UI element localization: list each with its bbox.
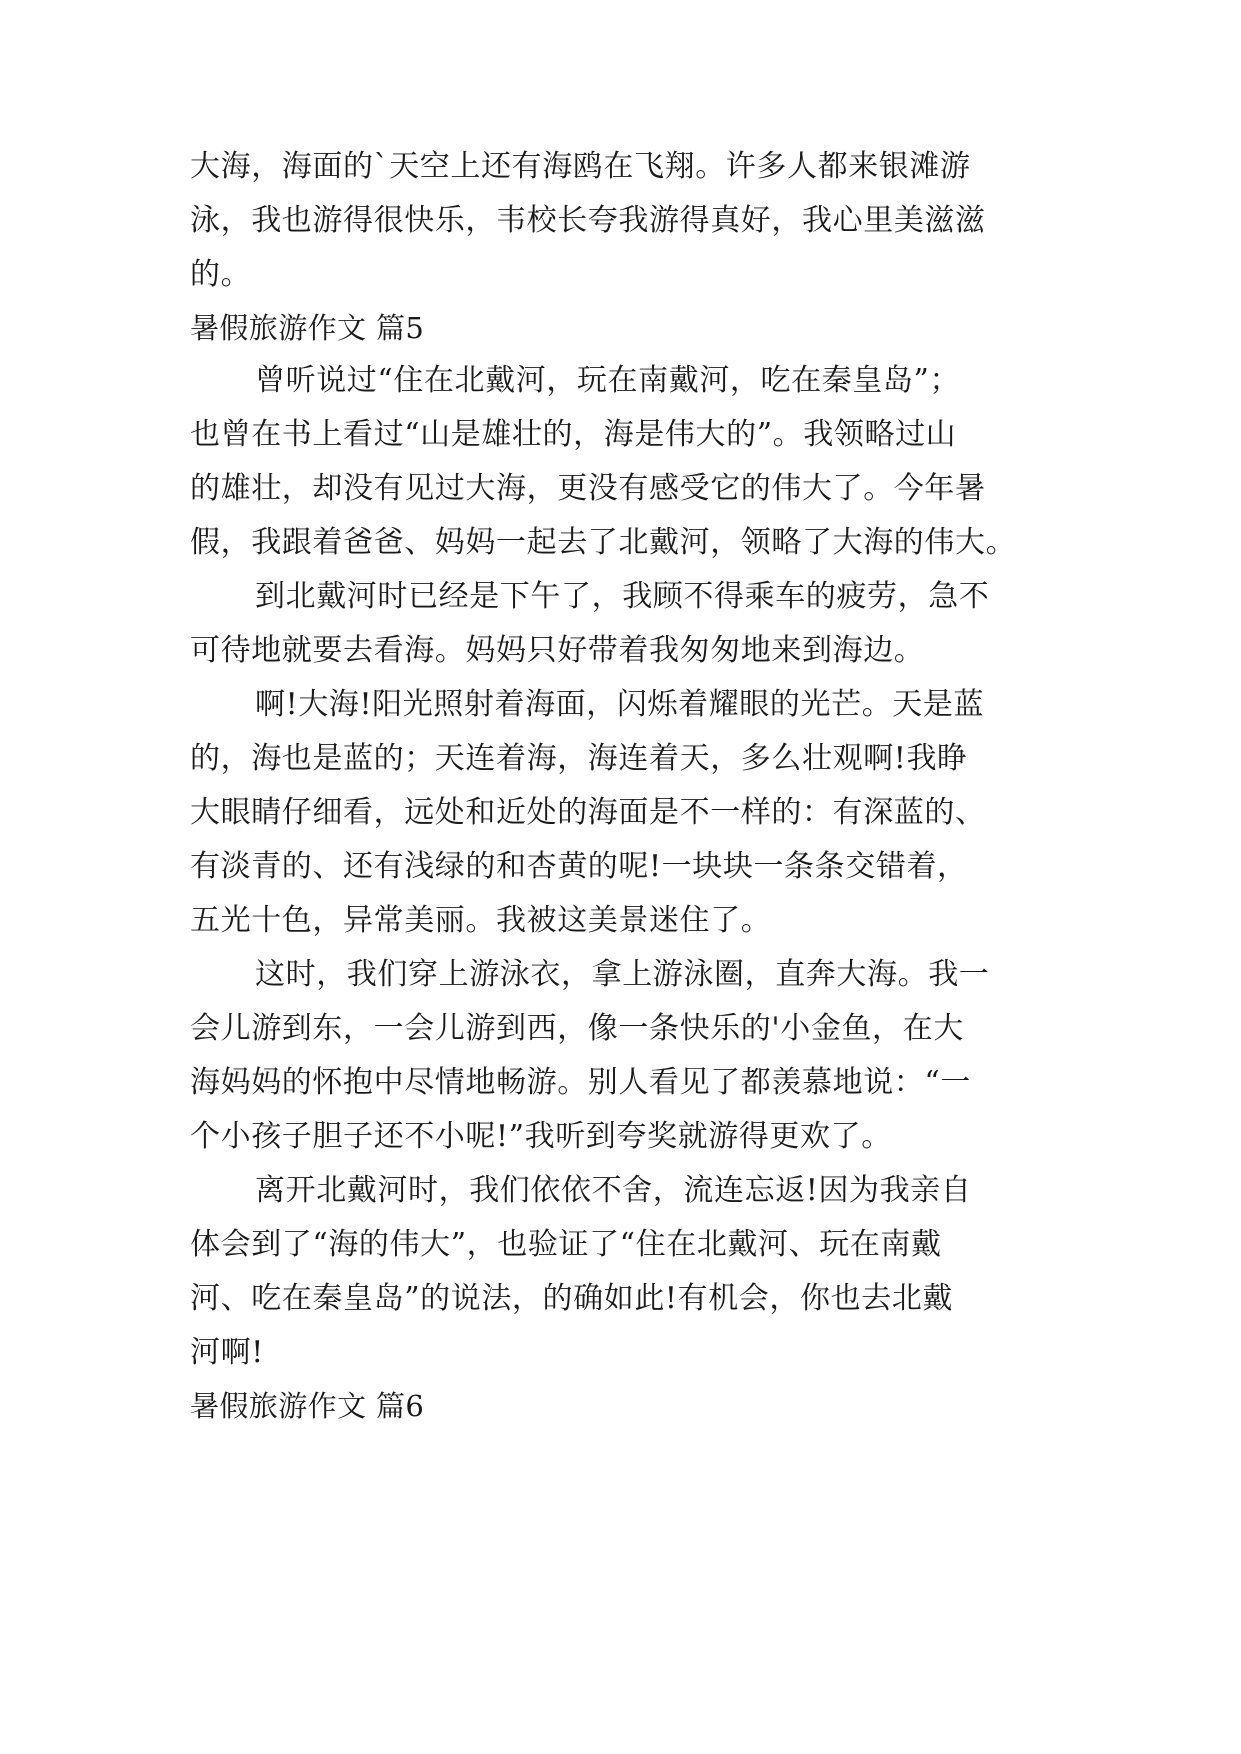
paragraph-line: 大海，海面的`天空上还有海鸥在飞翔。许多人都来银滩游: [190, 149, 971, 184]
paragraph-line: 河、吃在秦皇岛”的说法，的确如此!有机会，你也去北戴: [190, 1281, 953, 1316]
paragraph-line: 体会到了“海的伟大”，也验证了“住在北戴河、玩在南戴: [190, 1227, 942, 1262]
paragraph-line: 假，我跟着爸爸、妈妈一起去了北戴河，领略了大海的伟大。: [190, 525, 1017, 560]
paragraph-line: 五光十色，异常美丽。我被这美景迷住了。: [190, 903, 772, 938]
paragraph-line: 大眼睛仔细看，远处和近处的海面是不一样的：有深蓝的、: [190, 795, 986, 830]
paragraph-line: 这时，我们穿上游泳衣，拿上游泳圈，直奔大海。我一: [255, 957, 990, 992]
paragraph-line: 有淡青的、还有浅绿的和杏黄的呢!一块块一条条交错着，: [190, 849, 968, 884]
section-heading: 暑假旅游作文 篇6: [190, 1389, 425, 1423]
paragraph-line: 也曾在书上看过“山是雄壮的，海是伟大的”。我领略过山: [190, 417, 957, 452]
paragraph-line: 会儿游到东，一会儿游到西，像一条快乐的'小金鱼，在大: [190, 1011, 964, 1046]
paragraph-line: 曾听说过“住在北戴河，玩在南戴河，吃在秦皇岛”；: [255, 363, 961, 398]
paragraph-line: 可待地就要去看海。妈妈只好带着我匆匆地来到海边。: [190, 633, 925, 668]
paragraph-line: 到北戴河时已经是下午了，我顾不得乘车的疲劳，急不: [255, 579, 990, 614]
paragraph-line: 的雄壮，却没有见过大海，更没有感受它的伟大了。今年暑: [190, 471, 986, 506]
paragraph-line: 啊!大海!阳光照射着海面，闪烁着耀眼的光芒。天是蓝: [255, 687, 985, 722]
paragraph-line: 的。: [190, 257, 252, 292]
paragraph-line: 泳，我也游得很快乐，韦校长夸我游得真好，我心里美滋滋: [190, 203, 986, 238]
paragraph-line: 离开北戴河时，我们依依不舍，流连忘返!因为我亲自: [255, 1173, 972, 1208]
section-heading: 暑假旅游作文 篇5: [190, 311, 425, 345]
paragraph-line: 个小孩子胆子还不小呢!”我听到夸奖就游得更欢了。: [190, 1119, 892, 1154]
paragraph-line: 海妈妈的怀抱中尽情地畅游。别人看见了都羡慕地说：“一: [190, 1065, 971, 1100]
paragraph-line: 河啊!: [190, 1335, 264, 1370]
paragraph-line: 的，海也是蓝的；天连着海，海连着天，多么壮观啊!我睁: [190, 741, 968, 776]
